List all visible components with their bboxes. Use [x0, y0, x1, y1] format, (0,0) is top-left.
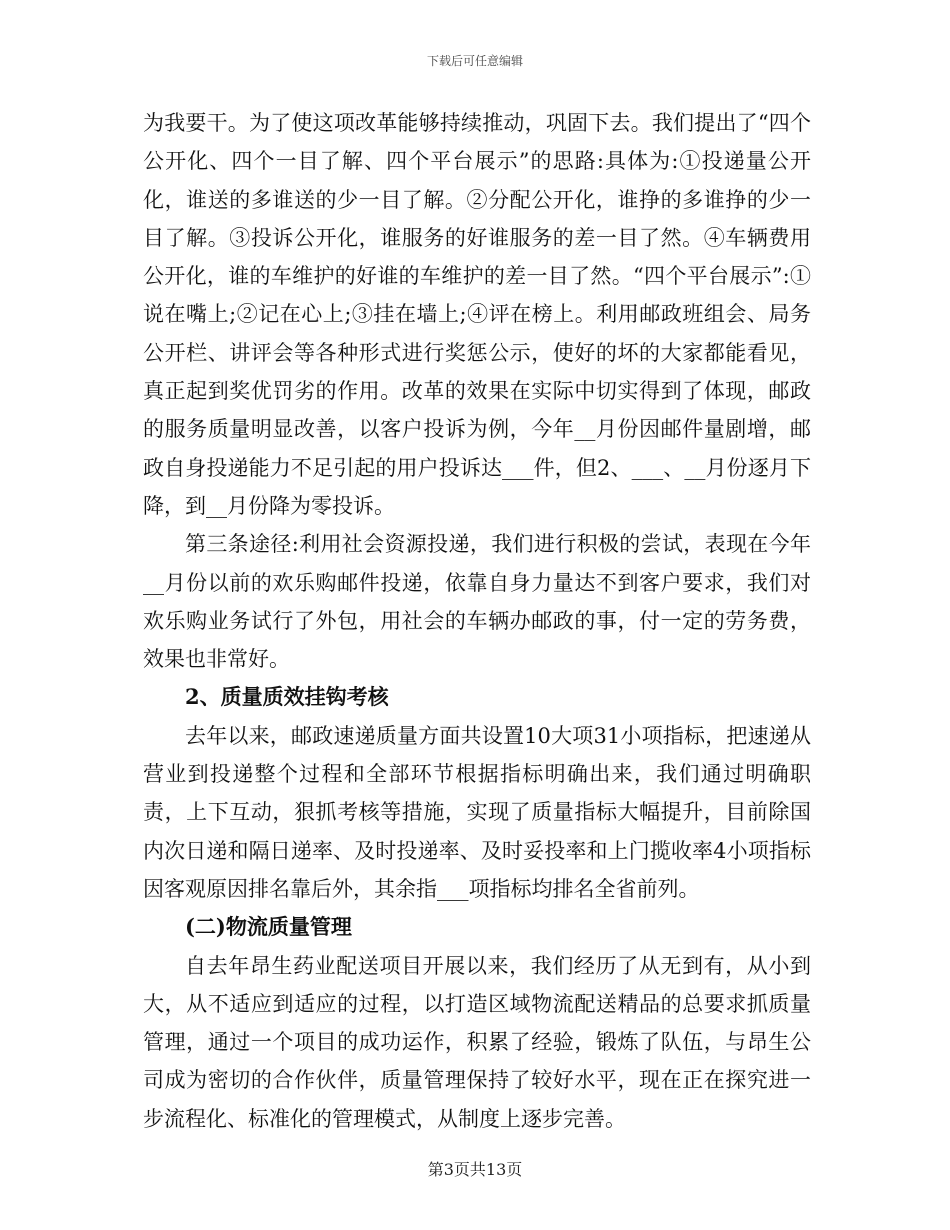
paragraph-third-approach: 第三条途径:利用社会资源投递，我们进行积极的尝试，表现在今年__月份以前的欢乐购邮件投递，依靠自身力量达不到客户要求，我们对欢乐购业务试行了外包，用社会的车辆办邮政的事，付一定的劳务费，效果也非常好。 — [143, 532, 811, 672]
section-heading-logistics-quality: (二)物流质量管理 — [185, 914, 352, 940]
paragraph-reform-publicity: 为我要干。为了使这项改革能够持续推动，巩固下去。我们提出了“四个公开化、四个一目了解、四个平台展示”的思路:具体为:①投递量公开化，谁送的多谁送的少一目了解。②分配公开化，谁挣的多谁挣的少一目了解。③投诉公开化，谁服务的好谁服务的差一目了然。④车辆费用公开化，谁的车维护的好谁的车维护的差一目了然。“四个平台展示”:①说在嘴上;②记在心上;③挂在墙上;④评在榜上。利用邮政班组会、局务公开栏、讲评会等各种形式进行奖惩公示，使好的坏的大家都能看见，真正起到奖优罚劣的作用。改革的效果在实际中切实得到了体现，邮政的服务质量明显改善，以客户投诉为例，今年__月份因邮件量剧增，邮政自身投递能力不足引起的用户投诉达___件，但2、___、__月份逐月下降，到__月份降为零投诉。 — [143, 111, 811, 518]
paragraph-logistics-management: 自去年昂生药业配送项目开展以来，我们经历了从无到有，从小到大，从不适应到适应的过程，以打造区域物流配送精品的总要求抓质量管理，通过一个项目的成功运作，积累了经验，锻炼了队伍，与昂生公司成为密切的合作伙伴，质量管理保持了较好水平，现在正在探究进一步流程化、标准化的管理模式，从制度上逐步完善。 — [143, 953, 811, 1131]
section-heading-quality-assessment: 2、质量质效挂钩考核 — [185, 684, 389, 710]
page-number-footer: 第3页共13页 — [427, 1160, 523, 1179]
paragraph-quality-indicators: 去年以来，邮政速递质量方面共设置10大项31小项指标，把速递从营业到投递整个过程和全部环节根据指标明确出来，我们通过明确职责，上下互动，狠抓考核等措施，实现了质量指标大幅提升，目前除国内次日递和隔日递率、及时投递率、及时妥投率和上门揽收率4小项指标因客观原因排名靠后外，其余指___项指标均排名全省前列。 — [143, 723, 811, 901]
page-header-note: 下载后可任意编辑 — [426, 54, 523, 68]
document-body — [143, 104, 811, 1138]
